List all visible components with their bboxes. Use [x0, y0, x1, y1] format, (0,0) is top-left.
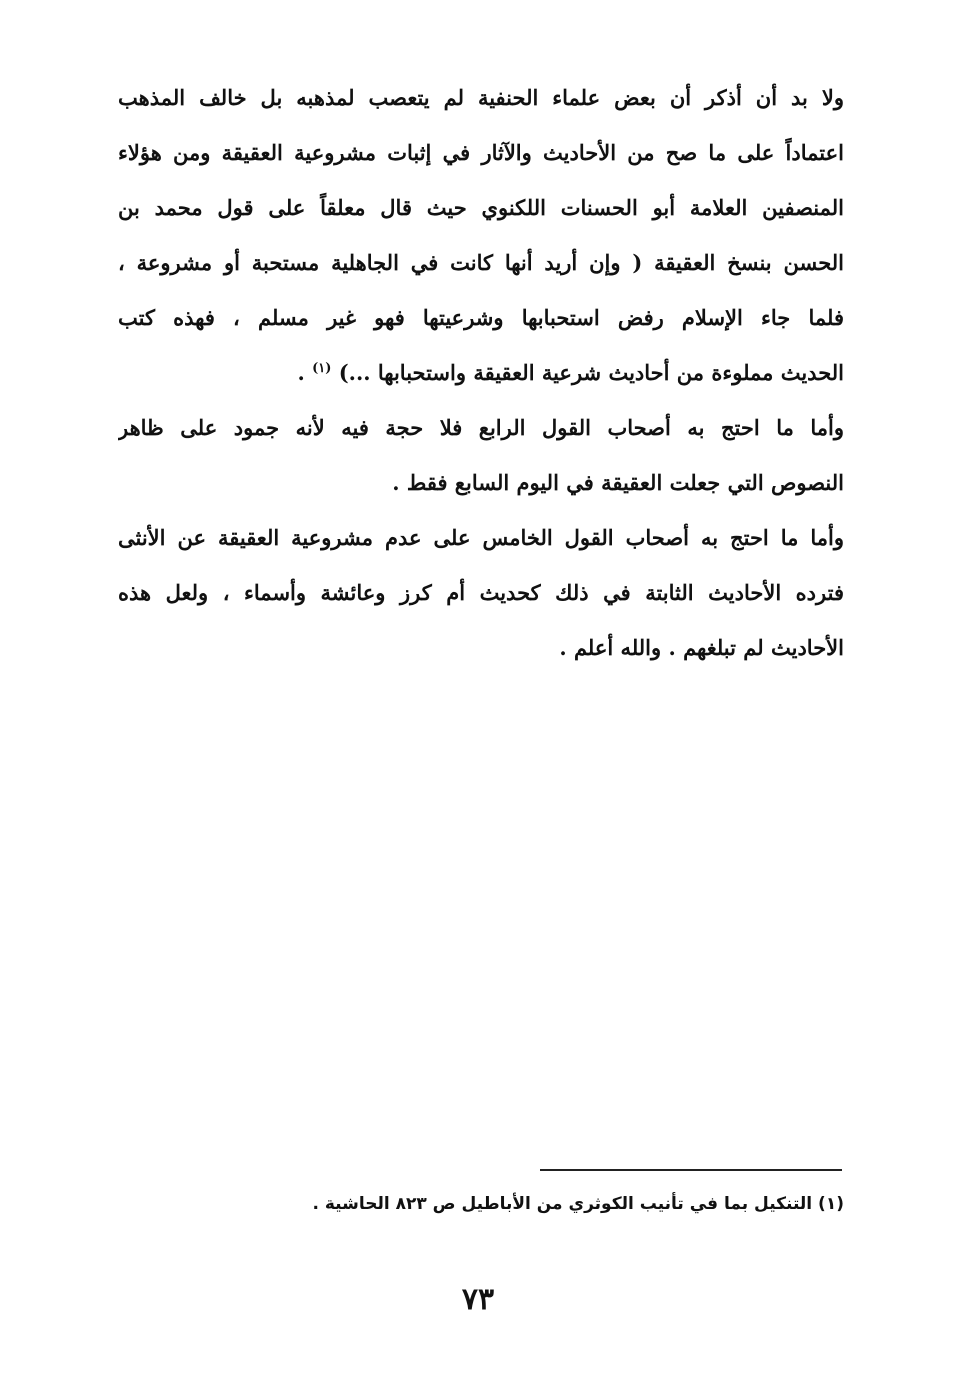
paragraph-3-line-2: فترده الأحاديث الثابتة في ذلك كحديث أم كرز وعائشة وأسماء ، ولعل هذه [118, 580, 844, 605]
paragraph-1-line-3: المنصفين العلامة أبو الحسنات اللكنوي حيث قال معلقاً على قول محمد بن [118, 195, 844, 220]
footnote-reference-marker: (١) [312, 361, 332, 376]
paragraph-3-line-1: وأما ما احتج به أصحاب القول الخامس على عدم مشروعية العقيقة عن الأنثى [118, 525, 844, 550]
paragraph-3-line-3: الأحاديث لم تبلغهم . والله أعلم . [559, 635, 844, 660]
page-number: ٧٣ [461, 1282, 495, 1317]
paragraph-2-line-2: النصوص التي جعلت العقيقة في اليوم السابع فقط . [392, 470, 844, 495]
paragraph-2-line-1: وأما ما احتج به أصحاب القول الرابع فلا حجة فيه لأنه جمود على ظاهر [118, 415, 844, 440]
paragraph-1-trailing-period: . [297, 360, 305, 385]
paragraph-1-line-1: ولا بد أن أذكر أن بعض علماء الحنفية لم يتعصب لمذهبه بل خالف المذهب [118, 85, 844, 110]
main-text [118, 70, 844, 675]
paragraph-1-line-5: فلما جاء الإسلام رفض استحبابها وشرعيتها فهو غير مسلم ، فهذه كتب [118, 305, 844, 330]
paragraph-1-line-2: اعتماداً على ما صح من الأحاديث والآثار في إثبات مشروعية العقيقة ومن هؤلاء [118, 140, 844, 165]
footnote: (١) التنكيل بما في تأنيب الكوثري من الأباطيل ص ٨٢٣ الحاشية . [312, 1194, 844, 1214]
footnote-separator [540, 1169, 842, 1171]
paragraph-1-line-6 [118, 345, 844, 400]
paragraph-1-line-4: الحسن بنسخ العقيقة ( وإن أريد أنها كانت في الجاهلية مستحبة أو مشروعة ، [118, 250, 844, 275]
paragraph-1-line-6-text: الحديث مملوءة من أحاديث شرعية العقيقة واستحبابها ...) [338, 360, 844, 385]
